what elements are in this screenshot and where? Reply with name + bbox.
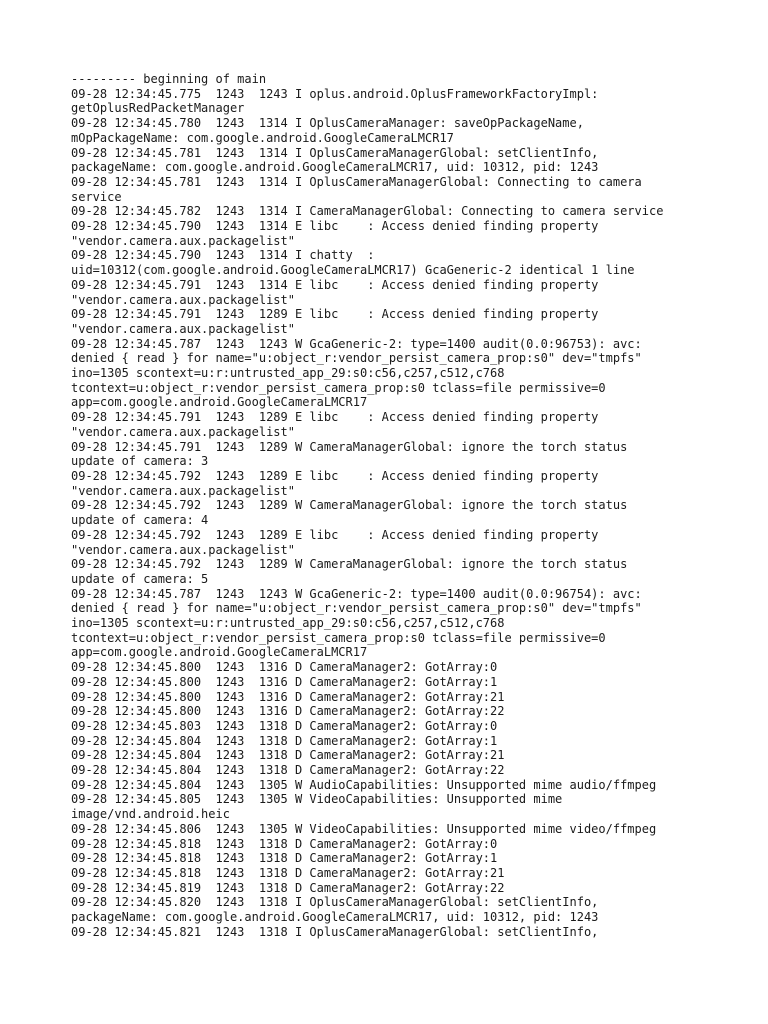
log-line: 09-28 12:34:45.790 1243 1314 E libc : Access denied finding property <box>71 219 599 234</box>
log-line: 09-28 12:34:45.791 1243 1289 E libc : Access denied finding property <box>71 307 599 322</box>
log-line: 09-28 12:34:45.820 1243 1318 I OplusCameraManagerGlobal: setClientInfo, <box>71 895 599 910</box>
log-line: ino=1305 scontext=u:r:untrusted_app_29:s0:c56,c257,c512,c768 <box>71 366 505 381</box>
log-line: "vendor.camera.aux.packagelist" <box>71 321 295 336</box>
log-line: 09-28 12:34:45.821 1243 1318 I OplusCameraManagerGlobal: setClientInfo, <box>71 924 599 939</box>
log-line: packageName: com.google.android.GoogleCameraLMCR17, uid: 10312, pid: 1243 <box>71 910 599 925</box>
log-line: 09-28 12:34:45.804 1243 1318 D CameraManager2: GotArray:22 <box>71 763 505 778</box>
log-line: 09-28 12:34:45.800 1243 1316 D CameraManager2: GotArray:21 <box>71 689 505 704</box>
log-line: 09-28 12:34:45.792 1243 1289 E libc : Access denied finding property <box>71 527 599 542</box>
log-line: uid=10312(com.google.android.GoogleCameraLMCR17) GcaGeneric-2 identical 1 line <box>71 263 635 278</box>
log-page <box>71 72 711 939</box>
log-line: 09-28 12:34:45.804 1243 1318 D CameraManager2: GotArray:1 <box>71 733 498 748</box>
log-line: mOpPackageName: com.google.android.GoogleCameraLMCR17 <box>71 130 454 145</box>
log-line: 09-28 12:34:45.800 1243 1316 D CameraManager2: GotArray:1 <box>71 674 498 689</box>
log-line: 09-28 12:34:45.790 1243 1314 I chatty : <box>71 248 375 263</box>
log-line: 09-28 12:34:45.782 1243 1314 I CameraManagerGlobal: Connecting to camera service <box>71 204 664 219</box>
log-line: 09-28 12:34:45.791 1243 1289 E libc : Access denied finding property <box>71 410 599 425</box>
log-line: --------- beginning of main <box>71 72 267 86</box>
log-line: denied { read } for name="u:object_r:vendor_persist_camera_prop:s0" dev="tmpfs" <box>71 601 642 616</box>
log-line: 09-28 12:34:45.806 1243 1305 W VideoCapabilities: Unsupported mime video/ffmpeg <box>71 821 657 836</box>
log-line: 09-28 12:34:45.818 1243 1318 D CameraManager2: GotArray:0 <box>71 836 498 851</box>
log-line: 09-28 12:34:45.787 1243 1243 W GcaGeneric-2: type=1400 audit(0.0:96754): avc: <box>71 586 642 601</box>
log-line: 09-28 12:34:45.800 1243 1316 D CameraManager2: GotArray:22 <box>71 704 505 719</box>
log-line: update of camera: 4 <box>71 513 209 528</box>
log-line: app=com.google.android.GoogleCameraLMCR17 <box>71 395 368 410</box>
log-line: "vendor.camera.aux.packagelist" <box>71 292 295 307</box>
log-line: service <box>71 189 122 204</box>
log-line: "vendor.camera.aux.packagelist" <box>71 424 295 439</box>
log-line: "vendor.camera.aux.packagelist" <box>71 483 295 498</box>
log-line: image/vnd.android.heic <box>71 807 230 822</box>
log-line: 09-28 12:34:45.787 1243 1243 W GcaGeneric-2: type=1400 audit(0.0:96753): avc: <box>71 336 642 351</box>
log-line: packageName: com.google.android.GoogleCameraLMCR17, uid: 10312, pid: 1243 <box>71 160 599 175</box>
log-line: update of camera: 5 <box>71 571 209 586</box>
log-line: 09-28 12:34:45.780 1243 1314 I OplusCameraManager: saveOpPackageName, <box>71 116 584 131</box>
log-line: 09-28 12:34:45.803 1243 1318 D CameraManager2: GotArray:0 <box>71 718 498 733</box>
log-line: 09-28 12:34:45.804 1243 1318 D CameraManager2: GotArray:21 <box>71 748 505 763</box>
log-line: 09-28 12:34:45.804 1243 1305 W AudioCapabilities: Unsupported mime audio/ffmpeg <box>71 777 657 792</box>
log-line: app=com.google.android.GoogleCameraLMCR17 <box>71 645 368 660</box>
log-line: 09-28 12:34:45.805 1243 1305 W VideoCapabilities: Unsupported mime <box>71 792 563 807</box>
log-line: 09-28 12:34:45.775 1243 1243 I oplus.android.OplusFrameworkFactoryImpl: <box>71 86 599 101</box>
log-line: 09-28 12:34:45.781 1243 1314 I OplusCameraManagerGlobal: setClientInfo, <box>71 145 599 160</box>
log-line: "vendor.camera.aux.packagelist" <box>71 542 295 557</box>
log-line: 09-28 12:34:45.800 1243 1316 D CameraManager2: GotArray:0 <box>71 660 498 675</box>
log-line: update of camera: 3 <box>71 454 209 469</box>
log-body <box>71 72 711 939</box>
log-line: 09-28 12:34:45.792 1243 1289 W CameraManagerGlobal: ignore the torch status <box>71 557 628 572</box>
log-line: 09-28 12:34:45.792 1243 1289 E libc : Access denied finding property <box>71 468 599 483</box>
log-line: getOplusRedPacketManager <box>71 101 245 116</box>
log-line: 09-28 12:34:45.819 1243 1318 D CameraManager2: GotArray:22 <box>71 880 505 895</box>
log-line: tcontext=u:object_r:vendor_persist_camera_prop:s0 tclass=file permissive=0 <box>71 630 606 645</box>
log-line: ino=1305 scontext=u:r:untrusted_app_29:s0:c56,c257,c512,c768 <box>71 616 505 631</box>
log-line: tcontext=u:object_r:vendor_persist_camera_prop:s0 tclass=file permissive=0 <box>71 380 606 395</box>
log-line: 09-28 12:34:45.792 1243 1289 W CameraManagerGlobal: ignore the torch status <box>71 498 628 513</box>
log-line: "vendor.camera.aux.packagelist" <box>71 233 295 248</box>
log-line: 09-28 12:34:45.791 1243 1314 E libc : Access denied finding property <box>71 277 599 292</box>
log-line: 09-28 12:34:45.818 1243 1318 D CameraManager2: GotArray:21 <box>71 865 505 880</box>
log-line: 09-28 12:34:45.791 1243 1289 W CameraManagerGlobal: ignore the torch status <box>71 439 628 454</box>
log-line: denied { read } for name="u:object_r:vendor_persist_camera_prop:s0" dev="tmpfs" <box>71 351 642 366</box>
log-line: 09-28 12:34:45.818 1243 1318 D CameraManager2: GotArray:1 <box>71 851 498 866</box>
log-line: 09-28 12:34:45.781 1243 1314 I OplusCameraManagerGlobal: Connecting to camera <box>71 174 642 189</box>
